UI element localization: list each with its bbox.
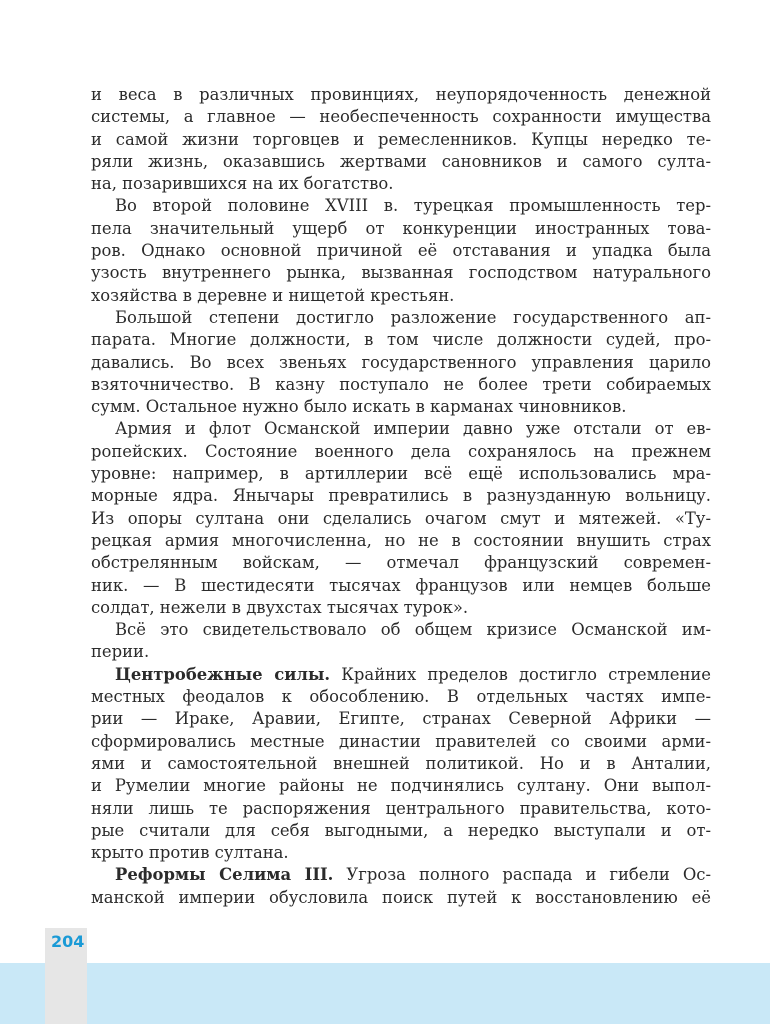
- text-line: и веса в различных провинциях, неупорядоченность денежной: [91, 85, 711, 104]
- text-line: хозяйства в деревне и нищетой крестьян.: [91, 285, 455, 305]
- text-line: Из опоры султана они сделались очагом смут и мятежей. «Ту-: [91, 508, 711, 528]
- text-line: Во второй половине XVIII в. турецкая промышленность тер-: [115, 196, 711, 216]
- text-line: манской империи обусловила поиск путей к восстановлению её: [91, 887, 711, 907]
- footer-band: [0, 963, 770, 1024]
- text-line: взяточничество. В казну поступало не более трети собираемых: [91, 374, 711, 394]
- text-line: Большой степени достигло разложение государственного ап-: [115, 307, 711, 327]
- text-line: давались. Во всех звеньях государственного управления царило: [91, 352, 711, 372]
- text-line: и Румелии многие районы не подчинялись султану. Они выпол-: [91, 776, 711, 796]
- text-line: [91, 664, 711, 686]
- text-line: на, позарившихся на их богатство.: [91, 174, 394, 194]
- text-line: обстрелянным войскам, — отмечал французский современ-: [91, 553, 711, 573]
- text-line: парата. Многие должности, в том числе должности судей, про-: [91, 330, 711, 350]
- text-line: перии.: [91, 642, 150, 662]
- text-line: Всё это свидетельствовало об общем кризисе Османской им-: [115, 620, 711, 640]
- text-line: уровне: например, в артиллерии всё ещё использовались мра-: [91, 464, 711, 484]
- section-heading: Центробежные силы.: [115, 664, 331, 684]
- body-text: [91, 84, 711, 909]
- text-line: крыто против султана.: [91, 843, 289, 863]
- text-line: ропейских. Состояние военного дела сохранялось на прежнем: [91, 441, 711, 461]
- text-run: Крайних пределов достигло стремление: [330, 664, 711, 684]
- text-line: пела значительный ущерб от конкуренции иностранных това-: [91, 218, 711, 238]
- text-line: рецкая армия многочисленна, но не в состоянии внушить страх: [91, 530, 711, 550]
- section-heading: Реформы Селима III.: [115, 865, 334, 885]
- page-number: 204: [51, 932, 85, 951]
- text-line: и самой жизни торговцев и ремесленников. Купцы нередко те-: [91, 129, 711, 149]
- text-line: солдат, нежели в двухстах тысячах турок».: [91, 597, 469, 617]
- text-line: ряли жизнь, оказавшись жертвами сановников и самого султа-: [91, 151, 711, 171]
- text-line: рии — Ираке, Аравии, Египте, странах Северной Африки —: [91, 709, 711, 729]
- text-line: системы, а главное — необеспеченность сохранности имущества: [91, 107, 711, 127]
- text-line: Армия и флот Османской империи давно уже отстали от ев-: [115, 419, 711, 439]
- text-line: узость внутреннего рынка, вызванная господством натурального: [91, 263, 711, 283]
- text-line: сумм. Остальное нужно было искать в карманах чиновников.: [91, 397, 627, 417]
- text-line: ров. Однако основной причиной её отставания и упадка была: [91, 241, 711, 261]
- text-line: морные ядра. Янычары превратились в разнузданную вольницу.: [91, 486, 711, 506]
- text-line: няли лишь те распоряжения центрального правительства, кото-: [91, 798, 711, 818]
- text-run: Угроза полного распада и гибели Ос-: [333, 865, 712, 885]
- text-line: сформировались местные династии правителей со своими арми-: [91, 731, 711, 751]
- text-line: ями и самостоятельной внешней политикой. Но и в Анталии,: [91, 753, 711, 773]
- text-line: местных феодалов к обособлению. В отдельных частях импе-: [91, 687, 711, 707]
- text-line: рые считали для себя выгодными, а нередко выступали и от-: [91, 820, 711, 840]
- text-line: [91, 864, 711, 886]
- text-line: ник. — В шестидесяти тысячах французов или немцев больше: [91, 575, 711, 595]
